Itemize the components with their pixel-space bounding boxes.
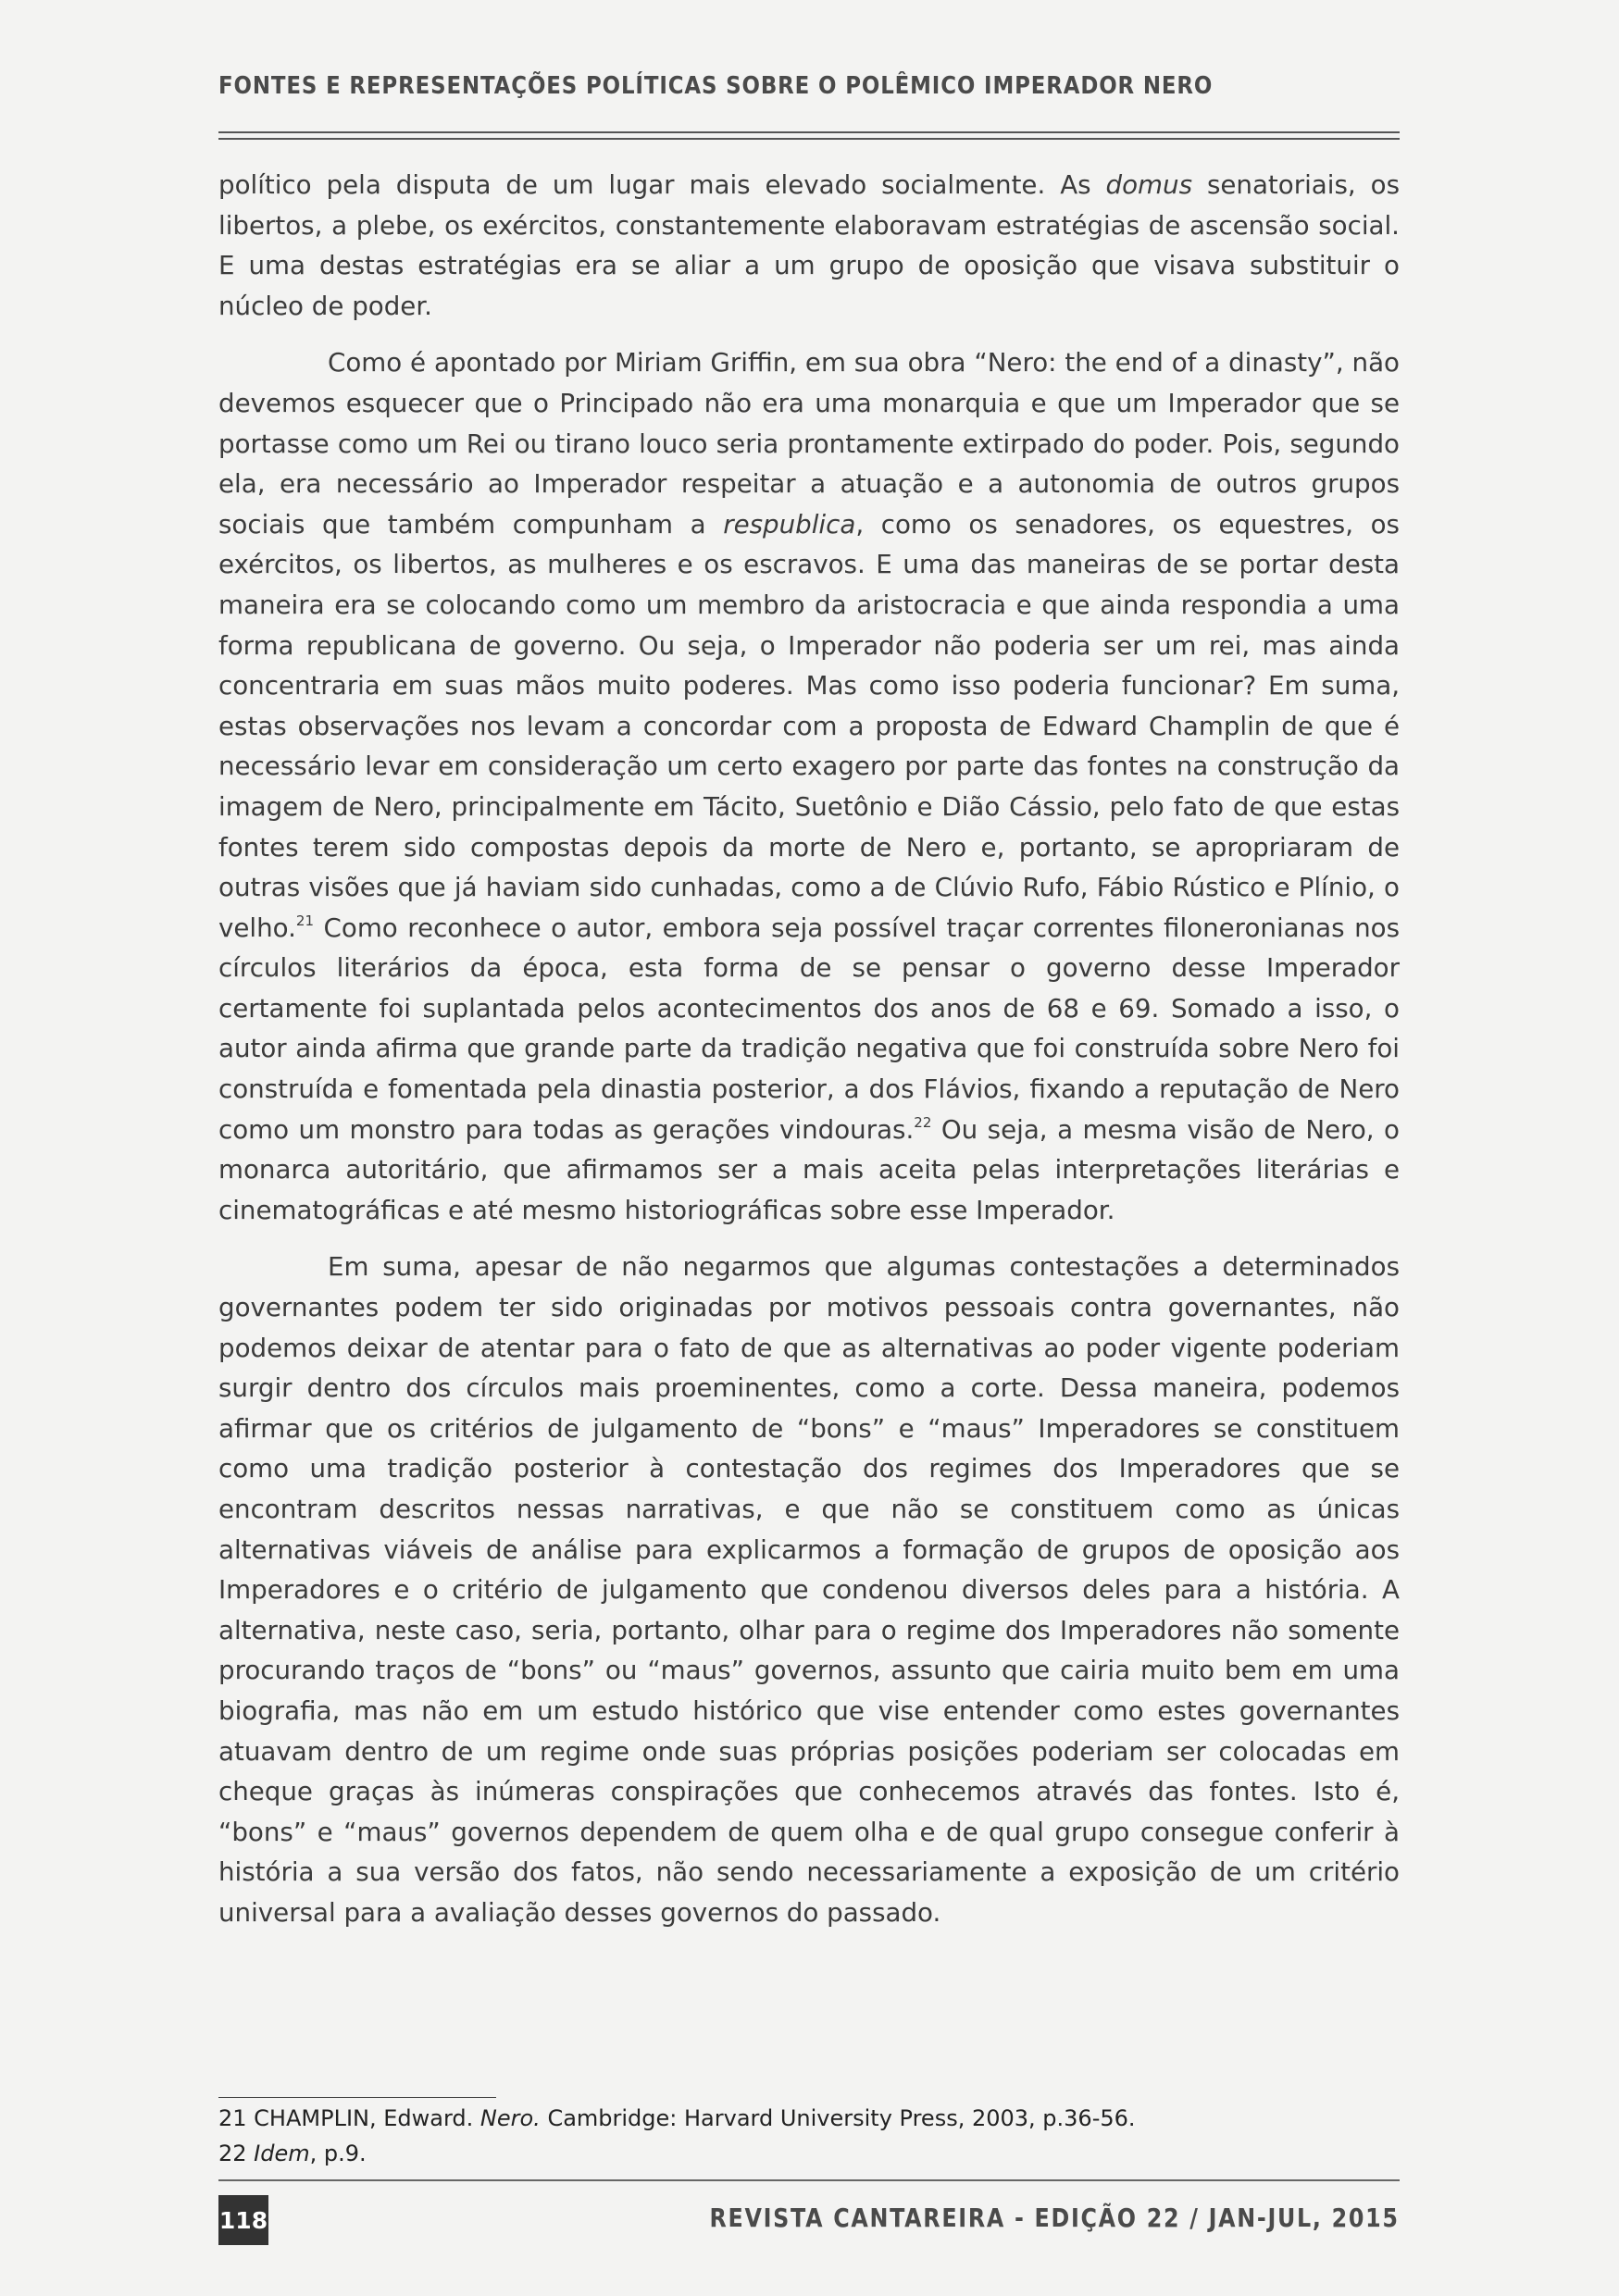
footnote-22: 22 Idem, p.9. (218, 2141, 367, 2166)
paragraph-2: Como é apontado por Miriam Griffin, em sua obra “Nero: the end of a dinasty”, não devemos esquecer que o Principado não era uma monarquia e que um Imperador que se portasse como um Rei ou tirano louco seria prontamente extirpado do poder. Pois, segundo ela, era necessário ao Imperador respeitar a atuação e a autonomia de outros grupos sociais que também compunham a respublica, como os senadores, os equestres, os exércitos, os libertos, as mulheres e os escravos. E uma das maneiras de se portar desta maneira era se colocando como um membro da aristocracia e que ainda respondia a uma forma republicana de governo. Ou seja, o Imperador não poderia ser um rei, mas ainda concentraria em suas mãos muito poderes. Mas como isso poderia funcionar? Em suma, estas observações nos levam a concordar com a proposta de Edward Champlin de que é necessário levar em consideração um certo exagero por parte das fontes na construção da imagem de Nero, principalmente em Tácito, Suetônio e Dião Cássio, pelo fato de que estas fontes terem sido compostas depois da morte de Nero e, portanto, se apropriaram de outras visões que já haviam sido cunhadas, como a de Clúvio Rufo, Fábio Rústico e Plínio, o velho.$^{21}$ Como reconhece o autor, embora seja possível traçar correntes filoneronianas nos círculos literários da época, esta forma de se pensar o governo desse Imperador certamente foi suplantada pelos acontecimentos dos anos de 68 e 69. Somado a isso, o autor ainda afirma que grande parte da tradição negativa que foi construída sobre Nero foi construída e fomentada pela dinastia posterior, a dos Flávios, fixando a reputação de Nero como um monstro para todas as gerações vindouras.$^{22}$ Ou seja, a mesma visão de Nero, o monarca autoritário, que afirmamos ser a mais aceita pelas interpretações literárias e cinematográficas e até mesmo historiográficas sobre esse Imperador. (218, 347, 1400, 1225)
running-header: FONTES E REPRESENTAÇÕES POLÍTICAS SOBRE O POLÊMICO IMPERADOR NERO (218, 72, 1214, 100)
page-number: 118 (218, 2195, 268, 2245)
header-rule-bottom (218, 138, 1400, 140)
paragraph-1: político pela disputa de um lugar mais elevado socialmente. As domus senatoriais, os libertos, a plebe, os exércitos, constantemente elaboravam estratégias de ascensão social. E uma destas estratégias era se aliar a um grupo de oposição que visava substituir o núcleo de poder. (218, 169, 1400, 321)
header-rule-top (218, 131, 1400, 133)
paragraph-3: Em suma, apesar de não negarmos que algumas contestações a determinados governantes podem ter sido originadas por motivos pessoais contra governantes, não podemos deixar de atentar para o fato de que as alternativas ao poder vigente poderiam surgir dentro dos círculos mais proeminentes, como a corte. Dessa maneira, podemos afirmar que os critérios de julgamento de “bons” e “maus” Imperadores se constituem como uma tradição posterior à contestação dos regimes dos Imperadores que se encontram descritos nessas narrativas, e que não se constituem como as únicas alternativas viáveis de análise para explicarmos a formação de grupos de oposição aos Imperadores e o critério de julgamento que condenou diversos deles para a história. A alternativa, neste caso, seria, portanto, olhar para o regime dos Imperadores não somente procurando traços de “bons” ou “maus” governos, assunto que cairia muito bem em uma biografia, mas não em um estudo histórico que vise entender como estes governantes atuavam dentro de um regime onde suas próprias posições poderiam ser colocadas em cheque graças às inúmeras conspirações que conhecemos através das fontes. Isto é, “bons” e “maus” governos dependem de quem olha e de qual grupo consegue conferir à história a sua versão dos fatos, não sendo necessariamente a exposição de um critério universal para a avaliação desses governos do passado. (218, 1251, 1400, 1928)
term-respublica: respublica (723, 508, 856, 540)
term-domus: domus (1105, 169, 1192, 200)
journal-footer: REVISTA CANTAREIRA - EDIÇÃO 22 / JAN-JUL, 2015 (709, 2203, 1400, 2233)
footnote-ref-21[interactable]: 21 (295, 912, 315, 929)
footnote-rule (218, 2097, 496, 2098)
footnote-ref-22[interactable]: 22 (914, 1113, 932, 1131)
footnote-21: 21 CHAMPLIN, Edward. Nero. Cambridge: Harvard University Press, 2003, p.36-56. (218, 2105, 1136, 2131)
footnotes (218, 2101, 1400, 2171)
body-text (218, 165, 1400, 1950)
footer-rule (218, 2179, 1400, 2181)
